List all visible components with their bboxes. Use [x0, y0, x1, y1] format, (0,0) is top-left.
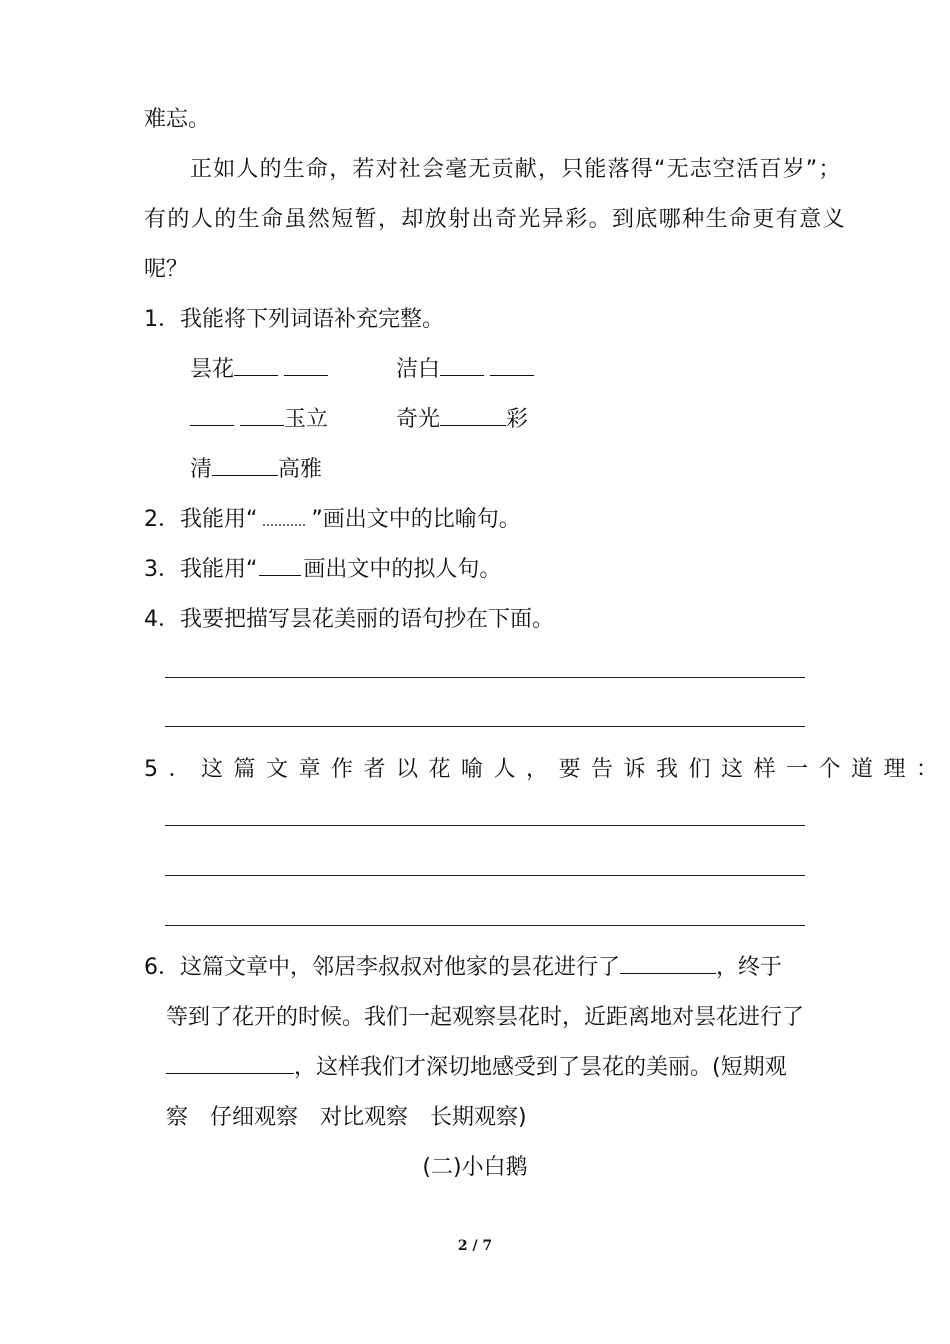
word-item-1 [190, 354, 328, 386]
question-2-text: 2．我能用“ [144, 507, 258, 532]
word-item-3 [190, 404, 328, 436]
section-title: (二)小白鹅 [422, 1155, 528, 1180]
page-number: 2 / 7 [457, 1238, 493, 1254]
question-2 [144, 504, 521, 536]
question-2-text: ”画出文中的比喻句。 [311, 507, 521, 532]
passage-line: 呢？ [144, 257, 189, 282]
word-suffix: 玉立 [284, 407, 329, 432]
fill-blank[interactable] [234, 355, 278, 376]
fill-blank[interactable] [190, 405, 234, 426]
word-item-4 [396, 404, 528, 436]
answer-line[interactable] [165, 825, 805, 826]
word-item-5 [190, 454, 322, 486]
fill-blank[interactable] [166, 1053, 294, 1074]
word-prefix: 清 [190, 457, 213, 482]
word-suffix: 彩 [506, 407, 529, 432]
word-prefix: 昙花 [190, 357, 235, 382]
question-1-title: 1．我能将下列词语补充完整。 [144, 307, 444, 332]
fill-blank[interactable] [284, 355, 328, 376]
fill-blank[interactable] [490, 355, 534, 376]
underline-symbol [259, 555, 301, 576]
passage-line: 难忘。 [144, 107, 211, 132]
answer-line[interactable] [165, 875, 805, 876]
question-6-line: 等到了花开的时候。我们一起观察昙花时，近距离地对昙花进行了 [166, 1005, 805, 1030]
word-prefix: 奇光 [396, 407, 441, 432]
wavy-line-symbol [263, 504, 305, 526]
word-prefix: 洁白 [396, 357, 441, 382]
fill-blank[interactable] [240, 405, 284, 426]
word-item-2 [396, 354, 534, 386]
question-6-line [166, 1052, 787, 1084]
question-3-text: 画出文中的拟人句。 [303, 557, 502, 582]
question-6-text: ，这样我们才深切地感受到了昙花的美丽。(短期观 [294, 1055, 787, 1080]
question-3 [144, 554, 501, 586]
fill-blank[interactable] [620, 953, 716, 974]
question-6-options: 察 仔细观察 对比观察 长期观察) [166, 1105, 527, 1130]
passage-line: 有的人的生命虽然短暂，却放射出奇光异彩。到底哪种生命更有意义 [144, 207, 847, 232]
answer-line[interactable] [165, 726, 805, 727]
fill-blank[interactable] [212, 455, 278, 476]
fill-blank[interactable] [440, 405, 506, 426]
fill-blank[interactable] [440, 355, 484, 376]
passage-line: 正如人的生命，若对社会毫无贡献，只能落得“无志空活百岁”； [190, 157, 842, 182]
answer-line[interactable] [165, 925, 805, 926]
question-6-line [144, 952, 782, 984]
question-6-text: 6．这篇文章中，邻居李叔叔对他家的昙花进行了 [144, 955, 620, 980]
question-4-title: 4．我要把描写昙花美丽的语句抄在下面。 [144, 607, 554, 632]
question-5-title: 5．这篇文章作者以花喻人，要告诉我们这样一个道理： [144, 757, 949, 782]
answer-line[interactable] [165, 677, 805, 678]
question-6-text: ，终于 [716, 955, 783, 980]
word-suffix: 高雅 [278, 457, 323, 482]
question-3-text: 3．我能用“ [144, 557, 258, 582]
